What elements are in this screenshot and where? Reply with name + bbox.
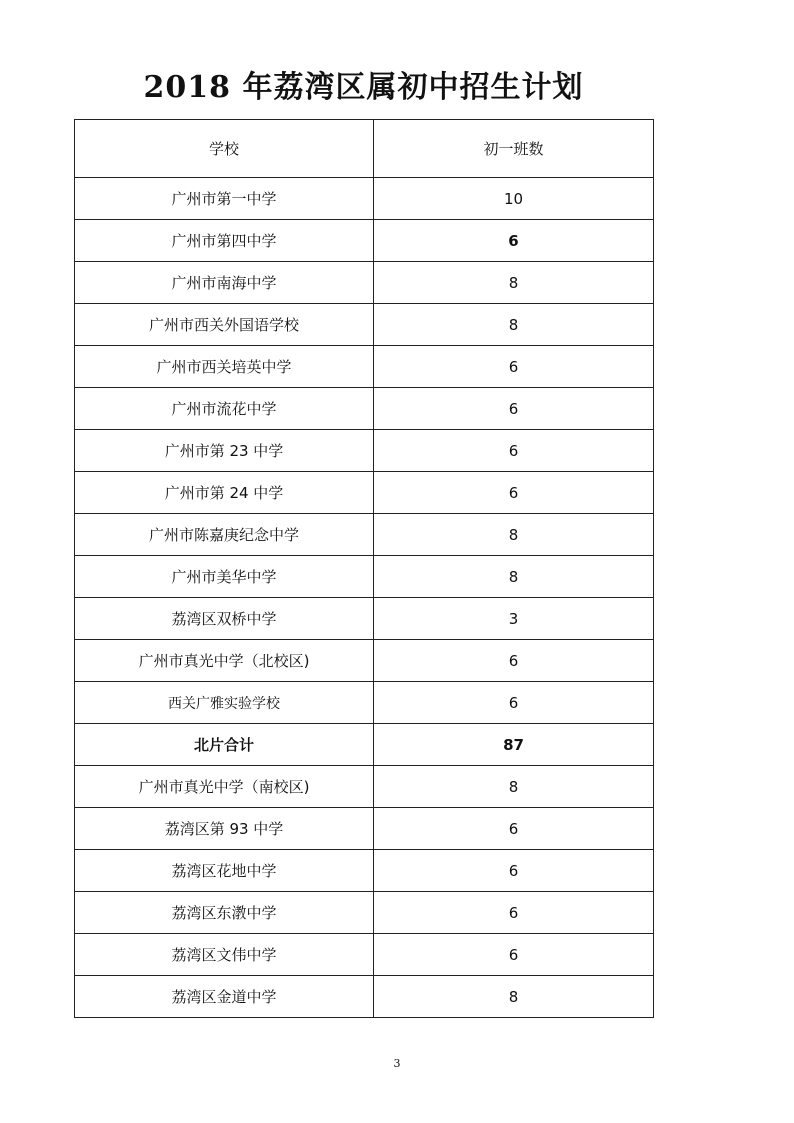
header-class-count: 初一班数 bbox=[374, 120, 654, 178]
table-row bbox=[75, 388, 654, 430]
class-count: 8 bbox=[374, 766, 654, 808]
subtotal-row bbox=[75, 724, 654, 766]
table-row bbox=[75, 178, 654, 220]
school-name: 广州市流花中学 bbox=[75, 388, 374, 430]
header-school: 学校 bbox=[75, 120, 374, 178]
school-name: 荔湾区双桥中学 bbox=[75, 598, 374, 640]
class-count: 6 bbox=[374, 640, 654, 682]
class-count: 8 bbox=[374, 514, 654, 556]
school-name: 广州市第 23 中学 bbox=[75, 430, 374, 472]
table-row bbox=[75, 220, 654, 262]
table-row bbox=[75, 976, 654, 1018]
table-header-row bbox=[75, 120, 654, 178]
class-count: 6 bbox=[374, 892, 654, 934]
subtotal-value: 87 bbox=[374, 724, 654, 766]
table-row bbox=[75, 430, 654, 472]
page-number: 3 bbox=[393, 1057, 401, 1070]
table-row bbox=[75, 556, 654, 598]
class-count: 6 bbox=[374, 388, 654, 430]
school-name: 荔湾区金道中学 bbox=[75, 976, 374, 1018]
class-count: 10 bbox=[374, 178, 654, 220]
school-name: 荔湾区第 93 中学 bbox=[75, 808, 374, 850]
table-row bbox=[75, 346, 654, 388]
school-name: 荔湾区东漖中学 bbox=[75, 892, 374, 934]
class-count: 8 bbox=[374, 262, 654, 304]
school-name: 荔湾区花地中学 bbox=[75, 850, 374, 892]
school-name: 广州市真光中学（南校区) bbox=[75, 766, 374, 808]
class-count: 6 bbox=[374, 808, 654, 850]
class-count: 8 bbox=[374, 556, 654, 598]
class-count: 8 bbox=[374, 304, 654, 346]
class-count: 3 bbox=[374, 598, 654, 640]
school-name: 广州市南海中学 bbox=[75, 262, 374, 304]
table-row bbox=[75, 892, 654, 934]
table-row bbox=[75, 850, 654, 892]
school-name: 广州市第四中学 bbox=[75, 220, 374, 262]
class-count: 6 bbox=[374, 934, 654, 976]
class-count: 6 bbox=[374, 682, 654, 724]
school-name: 广州市真光中学（北校区) bbox=[75, 640, 374, 682]
class-count: 6 bbox=[374, 850, 654, 892]
table-row bbox=[75, 262, 654, 304]
class-count: 6 bbox=[374, 346, 654, 388]
class-count: 8 bbox=[374, 976, 654, 1018]
school-name: 广州市第一中学 bbox=[75, 178, 374, 220]
school-name: 西关广雅实验学校 bbox=[75, 682, 374, 724]
table-row bbox=[75, 934, 654, 976]
class-count: 6 bbox=[374, 472, 654, 514]
school-name: 广州市西关培英中学 bbox=[75, 346, 374, 388]
school-name: 广州市第 24 中学 bbox=[75, 472, 374, 514]
page-title: 2018 年荔湾区属初中招生计划 bbox=[143, 70, 584, 105]
table-row bbox=[75, 514, 654, 556]
table-row bbox=[75, 640, 654, 682]
table-row bbox=[75, 304, 654, 346]
table-row bbox=[75, 808, 654, 850]
table-row bbox=[75, 682, 654, 724]
school-name: 荔湾区文伟中学 bbox=[75, 934, 374, 976]
school-name: 广州市陈嘉庚纪念中学 bbox=[75, 514, 374, 556]
enrollment-plan-table bbox=[74, 119, 654, 1018]
class-count: 6 bbox=[374, 430, 654, 472]
school-name: 广州市美华中学 bbox=[75, 556, 374, 598]
table-row bbox=[75, 766, 654, 808]
school-name: 广州市西关外国语学校 bbox=[75, 304, 374, 346]
table-row bbox=[75, 598, 654, 640]
subtotal-label: 北片合计 bbox=[75, 724, 374, 766]
table-row bbox=[75, 472, 654, 514]
class-count: 6 bbox=[374, 220, 654, 262]
